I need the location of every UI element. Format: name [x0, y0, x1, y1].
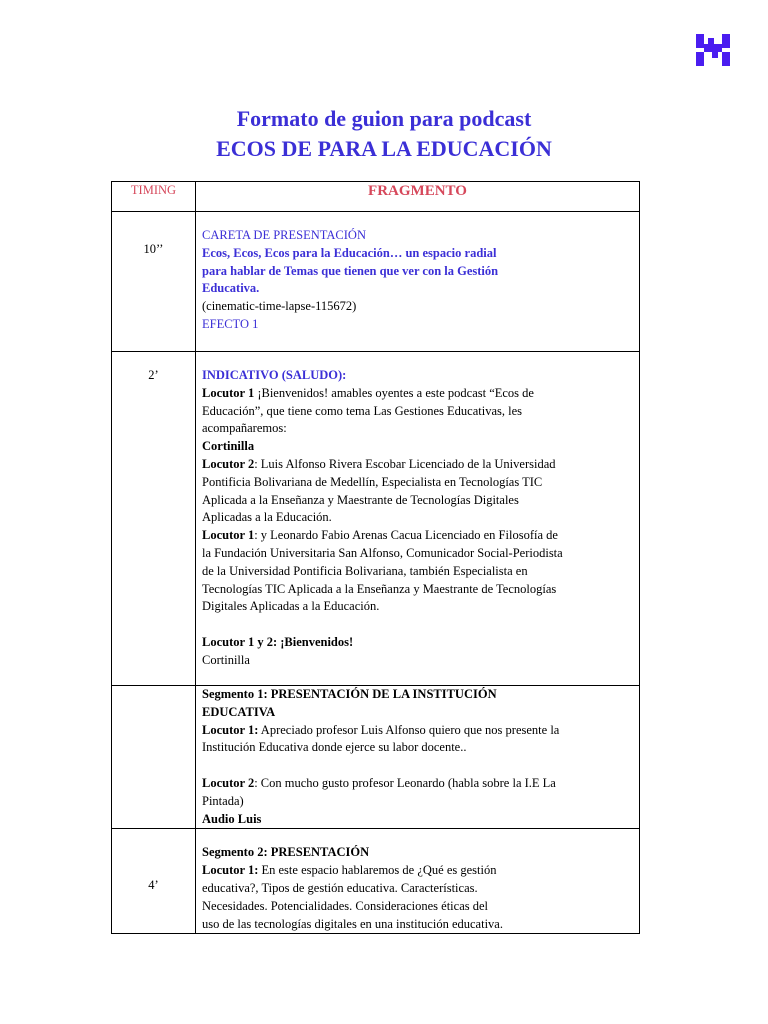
- speaker-label: Locutor 1:: [202, 863, 259, 878]
- fragment-cell: [196, 686, 640, 829]
- text-line: Pontificia Bolivariana de Medellín, Especialista en Tecnologías TIC: [202, 474, 543, 489]
- segment-heading: EDUCATIVA: [202, 704, 276, 719]
- text-line: acompañaremos:: [202, 421, 287, 436]
- fragment-cell: [196, 212, 640, 352]
- text-line: Digitales Aplicadas a la Educación.: [202, 599, 380, 614]
- text-line: Aplicada a la Enseñanza y Maestrante de Tecnologías Digitales: [202, 492, 519, 507]
- segment-heading: Segmento 2: PRESENTACIÓN: [202, 845, 370, 860]
- document-subtitle: ECOS DE PARA LA EDUCACIÓN: [216, 136, 552, 161]
- cue-label: Audio Luis: [202, 811, 262, 826]
- document-title: Formato de guion para podcast: [236, 106, 532, 131]
- segment-heading: CARETA DE PRESENTACIÓN: [202, 228, 366, 242]
- speaker-label: Locutor 2: [202, 775, 255, 790]
- cue-label: Cortinilla: [202, 439, 255, 454]
- text-line: de la Universidad Pontificia Bolivariana, también Especialista en: [202, 563, 528, 578]
- text-line: : Luis Alfonso Rivera Escobar Licenciado de la Universidad: [254, 456, 556, 471]
- text-line: la Fundación Universitaria San Alfonso, Comunicador Social-Periodista: [202, 545, 563, 560]
- text-line: Aplicadas a la Educación.: [202, 510, 332, 525]
- fragment-cell: [196, 352, 640, 686]
- text-line: Institución Educativa donde ejerce su labor docente..: [202, 740, 467, 755]
- text-line: ¡Bienvenidos! amables oyentes a este podcast “Ecos de: [254, 385, 534, 400]
- header-timing: TIMING: [112, 182, 196, 212]
- timing-cell: 2’: [112, 352, 196, 686]
- text-line: : y Leonardo Fabio Arenas Cacua Licenciado en Filosofía de: [254, 528, 558, 543]
- speaker-label: Locutor 1: [202, 528, 255, 543]
- text-line: educativa?, Tipos de gestión educativa. Características.: [202, 880, 478, 895]
- table-row: [112, 829, 640, 934]
- header-fragmento: FRAGMENTO: [196, 182, 640, 212]
- table-header-row: [112, 182, 640, 212]
- brand-logo-icon: [696, 34, 730, 66]
- text-line: Educación”, que tiene como tema Las Gestiones Educativas, les: [202, 403, 523, 418]
- segment-heading: Segmento 1: PRESENTACIÓN DE LA INSTITUCIÓN: [202, 687, 497, 701]
- text-line: uso de las tecnologías digitales en una institución educativa.: [202, 916, 503, 931]
- timing-cell: 4’: [112, 829, 196, 934]
- text-line: Tecnologías TIC Aplicada a la Enseñanza y Maestrante de Tecnologías: [202, 581, 557, 596]
- text-line: En este espacio hablaremos de ¿Qué es gestión: [258, 863, 497, 878]
- timing-cell: [112, 686, 196, 829]
- text-line: para hablar de Temas que tienen que ver con la Gestión: [202, 263, 499, 278]
- cue-label: Cortinilla: [202, 652, 250, 667]
- fragment-cell: [196, 829, 640, 934]
- table-row: [112, 352, 640, 686]
- text-line: Educativa.: [202, 281, 260, 296]
- text-line: EFECTO 1: [202, 316, 259, 331]
- text-line: Pintada): [202, 793, 244, 808]
- speaker-label: Locutor 1: [202, 385, 255, 400]
- text-line: (cinematic-time-lapse-115672): [202, 299, 357, 314]
- speaker-label: Locutor 2: [202, 456, 255, 471]
- text-line: Ecos, Ecos, Ecos para la Educación… un espacio radial: [202, 245, 497, 260]
- text-line: Necesidades. Potencialidades. Consideraciones éticas del: [202, 898, 489, 913]
- script-table: [111, 181, 640, 934]
- segment-heading: INDICATIVO (SALUDO):: [202, 368, 347, 382]
- table-row: [112, 212, 640, 352]
- text-line: Apreciado profesor Luis Alfonso quiero que nos presente la: [258, 722, 560, 737]
- table-row: [112, 686, 640, 829]
- speaker-label: Locutor 1 y 2: ¡Bienvenidos!: [202, 634, 354, 649]
- speaker-label: Locutor 1:: [202, 722, 259, 737]
- text-line: : Con mucho gusto profesor Leonardo (habla sobre la I.E La: [254, 775, 556, 790]
- timing-cell: 10’’: [112, 212, 196, 352]
